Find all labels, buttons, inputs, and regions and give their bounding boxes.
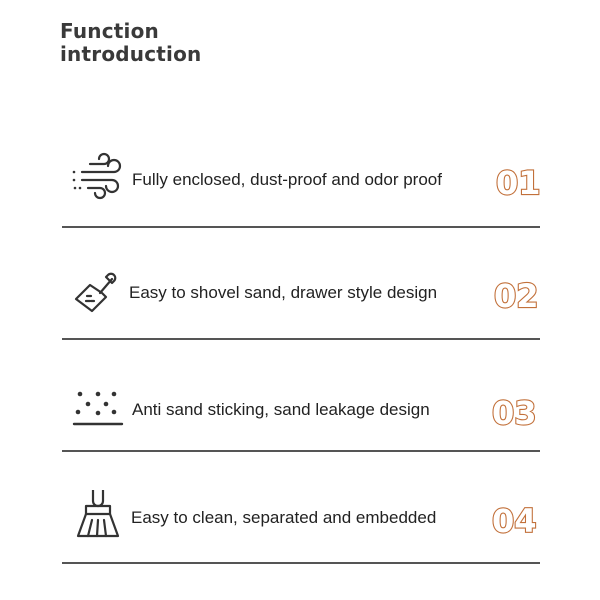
page-title xyxy=(60,20,201,66)
feature-text: Easy to clean, separated and embedded xyxy=(131,508,437,527)
title-line-2: introduction xyxy=(60,42,202,66)
divider xyxy=(62,338,540,340)
feature-text: Anti sand sticking, sand leakage design xyxy=(132,400,430,419)
feature-item-2 xyxy=(0,265,600,325)
feature-item-3 xyxy=(0,382,600,442)
wind-icon xyxy=(70,152,126,208)
feature-number-badge xyxy=(496,158,544,202)
feature-number-badge xyxy=(492,496,540,540)
feature-item-1 xyxy=(0,152,600,212)
shovel-icon xyxy=(70,265,126,321)
feature-number: 02 xyxy=(494,277,539,315)
broom-icon xyxy=(70,490,126,546)
divider xyxy=(62,226,540,228)
feature-text: Easy to shovel sand, drawer style design xyxy=(129,283,438,302)
feature-number-badge xyxy=(494,271,542,315)
feature-number: 04 xyxy=(492,502,537,540)
feature-text: Fully enclosed, dust-proof and odor proof xyxy=(132,170,442,189)
feature-number-badge xyxy=(492,388,540,432)
feature-item-4 xyxy=(0,490,600,550)
feature-number: 01 xyxy=(496,164,541,202)
divider xyxy=(62,562,540,564)
sand-dots-icon xyxy=(70,382,126,438)
title-line-1: Function xyxy=(60,19,159,43)
feature-number: 03 xyxy=(492,394,537,432)
divider xyxy=(62,450,540,452)
